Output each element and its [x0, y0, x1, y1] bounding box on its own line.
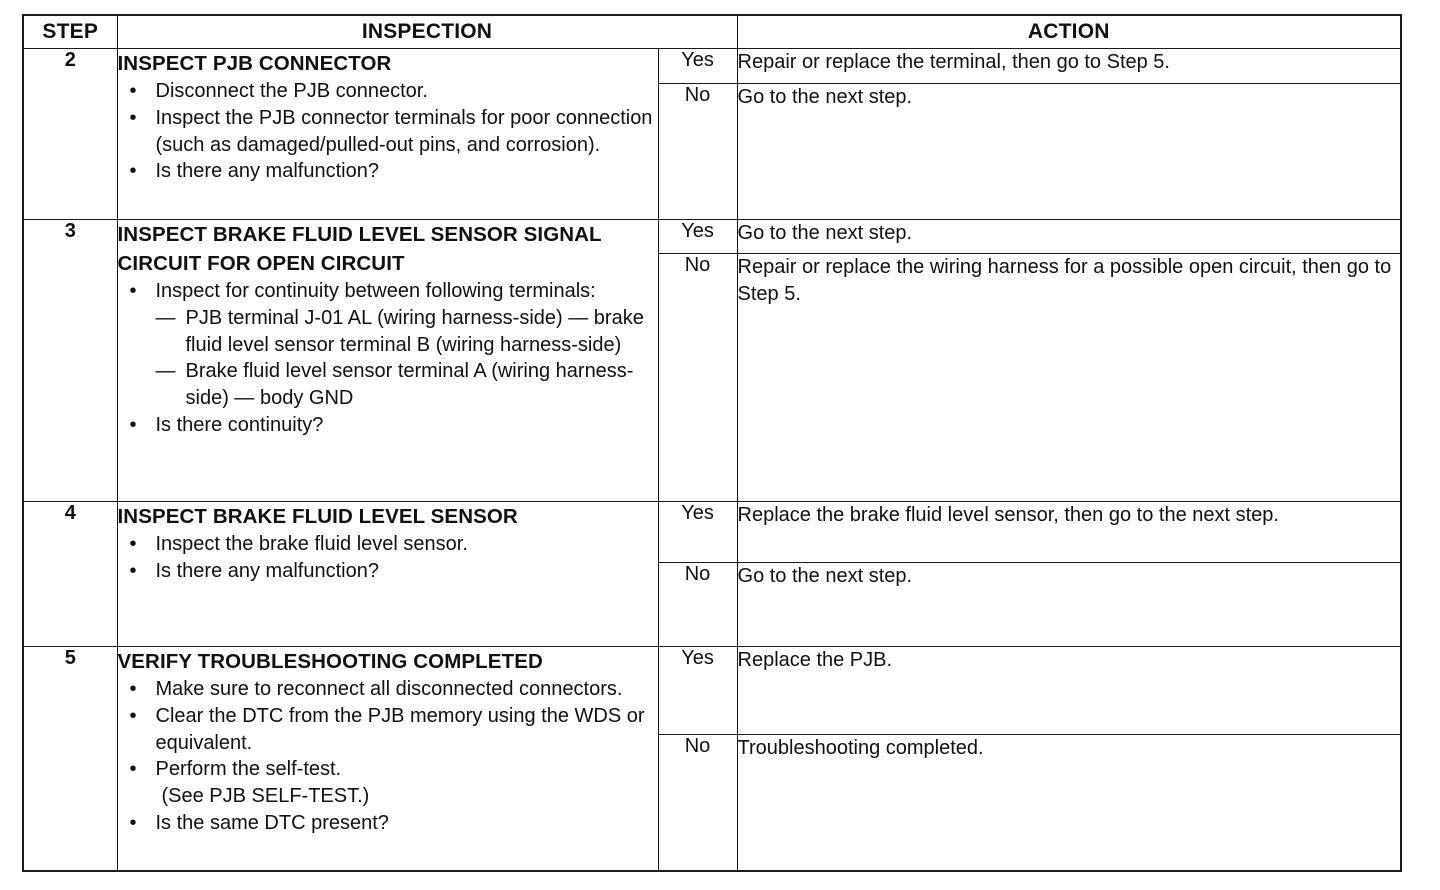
step-2-inspection — [117, 49, 658, 220]
step-2-number: 2 — [23, 49, 117, 220]
step-3-no-label: No — [658, 254, 737, 502]
step-4-bullet-list — [118, 531, 658, 585]
step-4-yes-row — [23, 502, 1401, 563]
step-5-no-label: No — [658, 735, 737, 871]
step-2-bullet-list — [118, 78, 658, 185]
step-2-yes-action: Repair or replace the terminal, then go to Step 5. — [737, 49, 1401, 84]
list-item: • Is there continuity? — [129, 413, 324, 436]
step-4-yes-action: Replace the brake fluid level sensor, then go to the next step. — [737, 502, 1401, 563]
troubleshooting-document — [22, 14, 1400, 872]
step-4-yes-label: Yes — [658, 502, 737, 563]
table-header-row — [23, 15, 1401, 49]
list-item: • Inspect the PJB connector terminals for poor connection (such as damaged/pulled-out pins, and corrosion). — [129, 106, 653, 156]
step-2-yes-label: Yes — [658, 49, 737, 84]
step-4-title: INSPECT BRAKE FLUID LEVEL SENSOR — [117, 505, 518, 528]
step-3-yes-action: Go to the next step. — [737, 220, 1401, 254]
step-2-no-label: No — [658, 84, 737, 220]
step-3-number: 3 — [23, 220, 117, 502]
list-item: • Is there any malfunction? — [129, 559, 379, 582]
step-4-no-label: No — [658, 563, 737, 647]
step-5-yes-row — [23, 647, 1401, 735]
list-item: • Inspect for continuity between following terminals: — PJB terminal J-01 AL (wiring harness-side) — brake fluid level sensor terminal B (wiring harness-side) — Brake fluid level sensor terminal A (wiring harness-side) — body GND — [118, 278, 658, 412]
step-3-yes-label: Yes — [658, 220, 737, 254]
list-item: • Is the same DTC present? — [129, 811, 389, 834]
see-reference-note: (See PJB SELF-TEST.) — [161, 785, 370, 808]
troubleshooting-table — [22, 14, 1402, 872]
step-4-no-action: Go to the next step. — [737, 563, 1401, 647]
list-item: • Clear the DTC from the PJB memory using the WDS or equivalent. — [129, 704, 645, 754]
step-5-inspection — [117, 647, 658, 871]
step-5-number: 5 — [23, 647, 117, 871]
list-item: • Perform the self-test. (See PJB SELF-TEST.) — [118, 756, 658, 810]
step-5-no-action: Troubleshooting completed. — [737, 735, 1401, 871]
step-5-title: VERIFY TROUBLESHOOTING COMPLETED — [117, 650, 543, 673]
header-step: STEP — [23, 15, 117, 49]
step-3-no-action: Repair or replace the wiring harness for a possible open circuit, then go to Step 5. — [737, 254, 1401, 502]
step-3-title: INSPECT BRAKE FLUID LEVEL SENSOR SIGNAL CIRCUIT FOR OPEN CIRCUIT — [117, 223, 602, 275]
list-item: • Inspect the brake fluid level sensor. — [129, 533, 468, 555]
step-5-bullet-list — [118, 676, 658, 837]
step-5-yes-label: Yes — [658, 647, 737, 735]
list-item: • Disconnect the PJB connector. — [129, 80, 428, 102]
step-2-title: INSPECT PJB CONNECTOR — [117, 52, 392, 75]
step-4-number: 4 — [23, 502, 117, 647]
step-2-no-action: Go to the next step. — [737, 84, 1401, 220]
sub-list-item: — Brake fluid level sensor terminal A (wiring harness-side) — body GND — [155, 360, 634, 410]
step-3-yes-row — [23, 220, 1401, 254]
header-action: ACTION — [737, 15, 1401, 49]
step-4-inspection — [117, 502, 658, 647]
step-2-yes-row — [23, 49, 1401, 84]
step-5-yes-action: Replace the PJB. — [737, 647, 1401, 735]
header-inspection: INSPECTION — [117, 15, 737, 49]
sub-list-item: — PJB terminal J-01 AL (wiring harness-side) — brake fluid level sensor terminal B (wiring harness-side) — [155, 306, 644, 356]
step-3-inspection — [117, 220, 658, 502]
list-item: • Is there any malfunction? — [129, 160, 379, 183]
list-item: • Make sure to reconnect all disconnected connectors. — [129, 678, 623, 700]
step-3-bullet-list — [118, 278, 658, 439]
